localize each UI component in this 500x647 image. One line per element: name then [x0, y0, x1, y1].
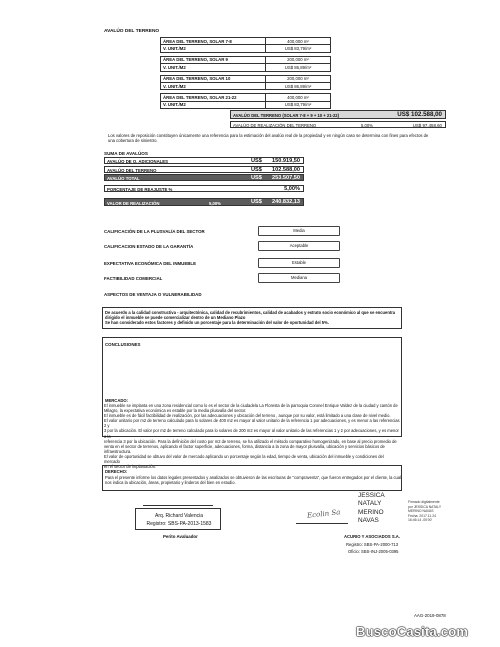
rating-value-expectativa: Estable: [258, 258, 340, 268]
digital-line: MERINO NAVAS: [408, 509, 434, 513]
summary-title: SUMA DE AVALÚOS: [104, 151, 148, 156]
lot-block: [160, 37, 331, 53]
realization-percent: 5,00%: [209, 201, 221, 206]
rating-label-factibilidad: FACTIBILIDAD COMERCIAL: [104, 276, 163, 281]
realization-label: VALOR DE REALIZACIÓN: [107, 201, 160, 206]
market-line: venta en el sector de terrenos, aplicando el factor superficie, adecuaciones, forma, distancia a la zona de mayor plusvalía, ubicación y servicios básicos de: [104, 443, 385, 449]
rating-label-garantia: CALIFICACION ESTADO DE LA GARANTÍA: [104, 244, 194, 249]
company-registry: Registro: SBS-PA-2000-713: [346, 542, 399, 547]
readjust-row: [104, 185, 304, 192]
terrain-realization-row: [230, 121, 446, 128]
company-signature-line: [296, 523, 348, 524]
rights-text: [105, 475, 401, 485]
lot-unit-label: V. UNIT./M2: [161, 82, 266, 89]
aspects-title: ASPECTOS DE VENTAJA O VULNERABILIDAD: [104, 292, 202, 297]
rights-line: Para el presente informe los datos legales presentados y analizados se obtuvieron de las escrituras de "compraventa", que fueron entregados por el cliente, la cual: [105, 475, 402, 480]
appraiser-box: [135, 508, 221, 530]
summary-row-currency: US$: [251, 167, 262, 173]
signer-name-part: NAVAS: [358, 517, 379, 525]
digital-line: Fecha: 2017.11.24: [408, 513, 437, 518]
signer-name-part: MERINO: [358, 508, 384, 516]
lot-area-label: ÁREA DEL TERRENO, SOLAR 7-8: [161, 38, 266, 45]
market-line: El inmueble es de fácil factibilidad de realización, por las adecuaciones y ubicación del terreno , aunque por su valor, está limitado a una clase de nivel medio.: [104, 413, 391, 419]
lot-unit-value: US$ 86,89/m²: [266, 64, 331, 71]
realization-currency: US$: [251, 199, 262, 205]
lot-block: [160, 56, 331, 72]
digital-line: 16:46:14 -05'00': [408, 518, 433, 522]
realization-value: 240.832,13: [272, 199, 300, 205]
readjust-value: 5,00%: [284, 186, 300, 192]
section-title: AVALÚO DEL TERRENO: [104, 29, 160, 34]
lots-table: [160, 37, 331, 109]
summary-row-value: 253.507,50: [272, 175, 300, 181]
lot-area-value: 400,000 m²: [266, 94, 331, 101]
aspects-line: De acuerdo a la calidad constructiva - arquitectónica, calidad de recubrimientos, calidad de acabados y estrato socio económico al que se encuentra: [105, 310, 396, 315]
valuation-note: Los valores de reposición constituyen únicamente una referencia para la estimación del avalúo real de la propiedad y en ningún caso se determina con fines para efectos de una cobertura de siniestro.: [108, 133, 429, 143]
lot-area-value: 200,000 m²: [266, 56, 331, 63]
rights-box: [102, 465, 402, 491]
watermark: BuscoCasita.com: [356, 624, 469, 639]
lot-block: [160, 75, 331, 91]
terrain-realization-label: AVALÚO DE REALIZACIÓN DEL TERRENO: [233, 123, 317, 128]
terrain-realization-percent: 5,00%: [361, 123, 373, 128]
market-text: [104, 403, 400, 469]
lot-area-label: ÁREA DEL TERRENO, SOLAR 9: [161, 56, 266, 63]
market-line: El valor unitario por m2 de terreno calculado para lo solares de 400 m2 es mayor al valor unitario de la referencia 1 por adecuaciones, y es menor a las referencias 2 y: [104, 418, 400, 429]
market-line: Milagro, la expectativa económica es estable por la media plusvalía del sector.: [104, 408, 247, 414]
rights-line: nos indica la ubicación, áreas, propietario y linderos del bien en estudio.: [105, 480, 236, 486]
aspects-line: dirigido el inmueble se puede comercializar dentro de un Mediano Plazo: [105, 315, 246, 321]
market-line: en el sector de implantación.: [104, 464, 157, 470]
lot-area-value: 200,000 m²: [266, 75, 331, 82]
lot-area-label: ÁREA DEL TERRENO, SOLAR 21-22: [161, 94, 266, 101]
summary-row-value: 102.588,00: [272, 167, 300, 173]
appraiser-name: Arq. Richard Valencia: [155, 513, 203, 519]
market-line: referencia 3 por la ubicación. Para la definición del costo por m2 de terreno, se ha utilizado el método comparativo homogenizado, en base al precio promedio de: [104, 438, 397, 444]
document-code: AAG-2019-0878: [414, 613, 446, 618]
rating-value-plusvalia: Media: [258, 226, 340, 236]
summary-row-currency: US$: [251, 158, 262, 164]
digital-signature-info: [408, 500, 464, 523]
signer-name-part: NATALY: [358, 500, 382, 508]
lot-unit-label: V. UNIT./M2: [161, 45, 266, 52]
terrain-total-value: US$ 102.588,00: [397, 111, 442, 118]
terrain-total-row: [230, 110, 446, 119]
digital-line: Firmado digitalmente: [408, 500, 440, 504]
aspects-text: [105, 310, 401, 325]
signer-name: [358, 492, 398, 526]
lot-unit-value: US$ 83,79/m²: [266, 45, 331, 52]
rating-value-garantia: Aceptable: [258, 241, 340, 251]
rights-title: DERECHO:: [105, 469, 128, 474]
lot-unit-label: V. UNIT./M2: [161, 101, 266, 108]
summary-row-label: AVALÚO DE O. ADICIONALES: [107, 159, 169, 164]
summary-row-label: AVALÚO DEL TERRENO: [107, 168, 157, 173]
terrain-total-label: AVALÚO DEL TERRENO (SOLAR 7-8 + 9 + 10 + 21-22): [233, 113, 339, 118]
rating-label-plusvalia: CALIFICACIÓN DE LA PLUSVALÍA DEL SECTOR: [104, 229, 205, 234]
company-name: ACURIO Y ASOCIADOS S.A.: [344, 534, 400, 539]
lot-area-label: ÁREA DEL TERRENO, SOLAR 10: [161, 75, 266, 82]
aspects-box: [102, 307, 402, 329]
aspects-line: Se han considerado estos factores y definido un porcentaje para la determinación del valor de oportunidad del 5%.: [105, 320, 329, 326]
realization-value-row: [104, 198, 304, 206]
handwritten-signature: Ecolin Sa: [306, 508, 341, 520]
market-line: 3 por la ubicación. El valor por m2 de terreno calculado para lo solares de 200 m2 es mayor al valor unitario de las referencias 1 y 2 por adecuaciones, y es menor a la: [104, 428, 399, 439]
terrain-realization-value: US$ 97.458,60: [412, 123, 442, 128]
summary-row: [104, 157, 304, 164]
summary-row: [104, 166, 304, 173]
rating-value-factibilidad: Mediana: [258, 273, 340, 283]
signer-name-part: JESSICA: [358, 492, 385, 499]
conclusions-title: CONCLUSIONES: [105, 342, 141, 347]
lot-unit-value: US$ 86,89/m²: [266, 82, 331, 89]
market-line: El inmueble se implanta en una zona residencial como lo es el sector de la ciudadela La Floresta de la parroquia Coronel Enrique Valdez de la ciudad y cantón de: [104, 403, 398, 408]
lot-unit-label: V. UNIT./M2: [161, 64, 266, 71]
lot-block: [160, 93, 331, 109]
summary-row-label: AVALÚO TOTAL: [107, 176, 140, 181]
summary-row-value: 150.919,50: [272, 158, 300, 164]
readjust-label: PORCENTAJE DE REAJUSTE %: [107, 187, 173, 192]
market-title: MERCADO:: [105, 398, 129, 403]
appraiser-role: Perito Avaluador: [163, 534, 198, 539]
market-line: infraestructura.: [104, 448, 132, 454]
appraiser-registry: Registro: SBS-PA-2013-1583: [146, 521, 212, 527]
company-office: Oficio: SBS-INJ-2005-0395: [348, 549, 399, 554]
digital-line: por JESSICA NATALY: [408, 504, 442, 509]
rating-label-expectativa: EXPECTATIVA ECONÓMICA DEL INMUEBLE: [104, 261, 197, 266]
lot-area-value: 400,000 m²: [266, 38, 331, 45]
market-line: El valor de oportunidad se obtuvo del valor de mercado aplicando un porcentaje según la edad, tiempo de venta, ubicación del inmueble y condiciones del mercado: [104, 453, 384, 465]
appraiser-signature-line: [143, 505, 213, 506]
lot-unit-value: US$ 83,79/m²: [266, 101, 331, 108]
summary-row-total: [104, 174, 304, 181]
summary-row-currency: US$: [251, 175, 262, 181]
